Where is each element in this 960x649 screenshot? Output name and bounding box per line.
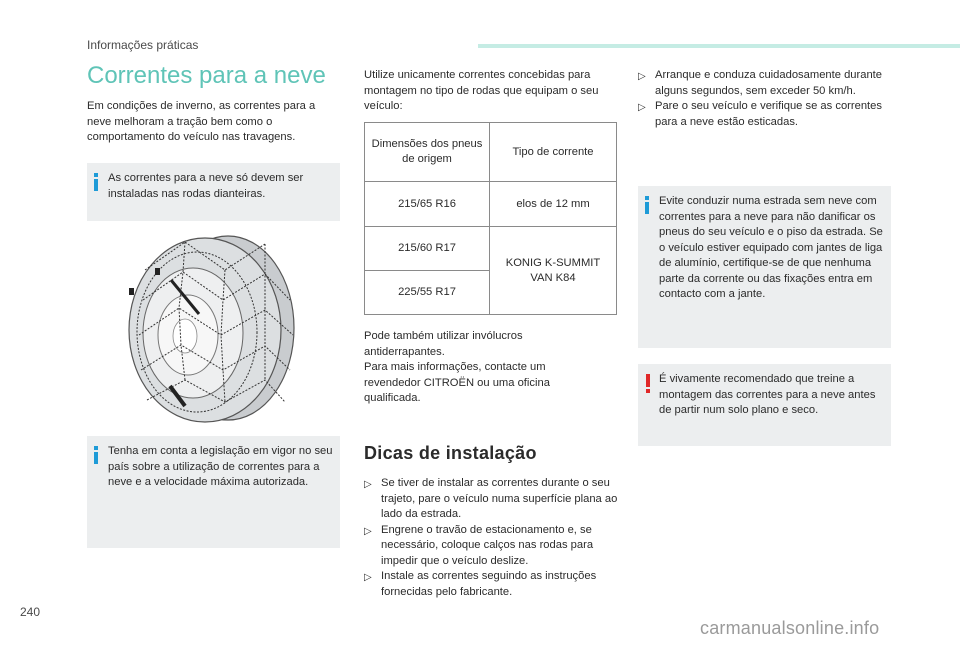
warning-box [638,364,891,446]
list-item: ▷ Arranque e conduza cuidadosamente durante alguns segundos, sem exceder 50 km/h. [638,69,883,97]
info-box-front-wheels [87,163,340,221]
info-text: Evite conduzir numa estrada sem neve com correntes para a neve para não danificar os pneus do seu veículo e o piso da estrada. Se o veículo estiver equipado com jantes de liga de alumínio, certifique-se de que nenhuma parte da corrente ou das fixações entra em contacto com a jante. [659,195,883,300]
list-item: ▷ Pare o seu veículo e verifique se as correntes para a neve estão esticadas. [638,100,882,128]
table-cell: 225/55 R17 [365,271,490,315]
snow-chain-illustration [125,230,300,425]
checkbox-arrow-icon: ▷ [364,479,372,490]
installation-steps [364,476,619,600]
installation-heading: Dicas de instalação [364,443,537,463]
checkbox-arrow-icon: ▷ [638,102,646,113]
checkbox-arrow-icon: ▷ [364,572,372,583]
checkbox-arrow-icon: ▷ [638,71,646,82]
table-header: Tipo de corrente [490,123,617,182]
header-rule [478,44,960,48]
info-box-legislation [87,436,340,548]
info-text: Tenha em conta a legislação em vigor no seu país sobre a utilização de correntes para a neve e a velocidade máxima autorizada. [108,445,333,488]
warning-text: É vivamente recomendado que treine a montagem das correntes para a neve antes de partir num solo plano e seco. [659,373,876,416]
warning-icon [644,374,652,394]
list-item: ▷ Se tiver de instalar as correntes durante o seu trajeto, pare o veículo numa superfície plana ao lado da estrada. [364,477,618,520]
info-text: As correntes para a neve só devem ser instaladas nas rodas dianteiras. [108,172,304,200]
page-title: Correntes para a neve [87,62,326,89]
watermark: carmanualsonline.info [700,618,880,638]
info-icon [91,173,103,191]
table-header: Dimensões dos pneus de origem [365,123,490,182]
driving-steps [638,68,888,130]
list-item: ▷ Engrene o travão de estacionamento e, se necessário, coloque calços nas rodas para impedir que o veículo deslize. [364,523,594,567]
section-header: Informações práticas [87,38,199,52]
info-icon [642,196,654,214]
info-box-no-snow [638,186,891,348]
table-cell: KONIG K-SUMMIT VAN K84 [490,227,617,315]
intro-paragraph: Em condições de inverno, as correntes para a neve melhoram a tração bem como o comportamento do veículo nas travagens. [87,100,316,143]
checkbox-arrow-icon: ▷ [364,525,372,537]
table-cell: elos de 12 mm [490,182,617,227]
chain-intro-paragraph: Utilize unicamente correntes concebidas para montagem no tipo de rodas que equipam o seu veículo: [364,69,599,112]
alternative-paragraph: Pode também utilizar invólucros antiderrapantes. Para mais informações, contacte um revendedor CITROËN ou uma oficina qualificada. [364,330,550,404]
chain-spec-table [364,122,617,315]
page-number: 240 [20,605,41,619]
table-cell: 215/65 R16 [365,182,490,227]
info-icon [91,446,103,464]
table-cell: 215/60 R17 [365,227,490,271]
list-item: ▷ Instale as correntes seguindo as instruções fornecidas pelo fabricante. [364,570,597,598]
